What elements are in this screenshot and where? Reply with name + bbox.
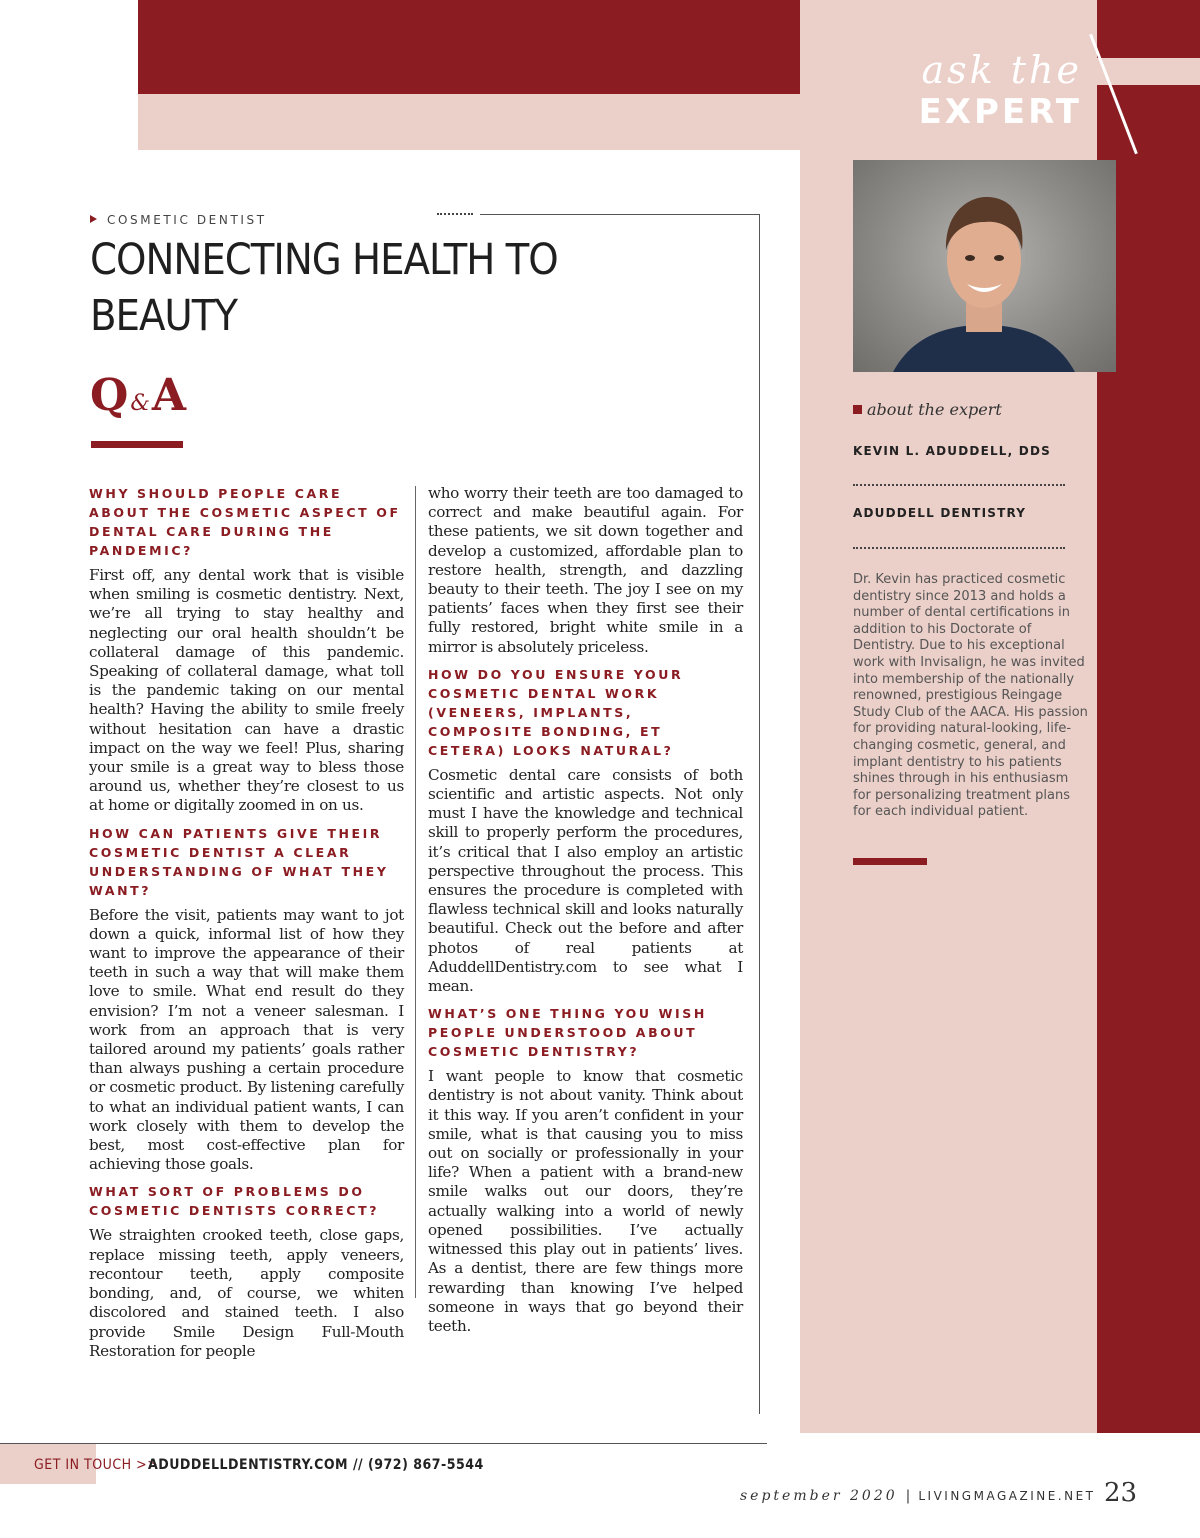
answer-continued: who worry their teeth are too damaged to correct and make beautiful again. For these patients, we sit down together and develop a customized, affordable plan to restore health, strength, and dazzling beauty to their teeth. The joy I see on my patients’ faces when they first see their fully restored, bright white smile in a mirror is absolutely priceless. [428,484,743,656]
kicker-arrow-icon [90,215,97,223]
frame-top-dots [437,213,473,215]
about-label-text: about the expert [867,400,1002,419]
expert-firm: ADUDDELL DENTISTRY [853,506,1027,520]
article-headline: CONNECTING HEALTH TO BEAUTY [90,235,558,341]
answer: First off, any dental work that is visible when smiling is cosmetic dentistry. Next, we’re all trying to stay healthy and neglecting our oral health shouldn’t be collateral damage of this pandemic. Speaking of collateral damage, what toll is the pandemic taking on our mental health? Having the ability to smile freely without hesitation can have a drastic impact on the way we feel! Plus, sharing your smile is a great way to bless those around us, whether they’re closest to us at home or digitally zoomed in on us. [89,566,404,815]
answer: Before the visit, patients may want to jot down a quick, informal list of how they want to improve the appearance of their teeth in such a way that will make them love to smile. What end result do they envision? I’m not a veneer salesman. I work from an approach that is very tailored around my patients’ goals rather than always pushing a certain procedure or cosmetic product. By listening carefully to what an individual patient wants, I can work closely with them to develop the best, most cost-effective plan for achieving those goals. [89,905,404,1174]
qa-amp: & [130,391,150,416]
expert-name: KEVIN L. ADUDDELL, DDS [853,444,1051,458]
article-kicker [90,213,267,227]
frame-right-line [759,214,760,1414]
contact-info[interactable]: ADUDDELLDENTISTRY.COM // (972) 867-5544 [148,1457,484,1473]
answer: Cosmetic dental care consists of both scientific and artistic aspects. Not only must I have the knowledge and technical skill to properly perform the procedures, it’s critical that I also employ an artistic perspective throughout the process. This ensures the procedure is completed with flawless technical skill and looks naturally beautiful. Check out the before and after photos of real patients at AduddellDentistry.com to see what I mean. [428,765,743,996]
right-pink-notch [1097,58,1200,85]
qa-mark [90,370,186,421]
frame-top-line [480,214,760,215]
answer: We straighten crooked teeth, close gaps, replace missing teeth, apply veneers, recontour teeth, apply composite bonding, and, of course, we whiten discolored and stained teeth. I also provide Smile Design Full-Mouth Restoration for people [89,1226,404,1360]
publication-info [740,1488,1096,1504]
answer: I want people to know that cosmetic dentistry is not about vanity. Think about it this way. If you aren’t confident in your smile, what is that causing you to miss out on socially or professionally in your life? When a patient with a brand-new smile walks out our doors, they’re actually walking into a world of newly opened possibilities. I’ve actually witnessed this play out in patients’ lives. As a dentist, there are few things more rewarding than knowing I’ve helped someone in ways that go beyond their teeth. [428,1067,743,1335]
issue-date: september 2020 [740,1488,898,1504]
sidebar-dotted-divider [853,484,1065,486]
column-divider [415,486,416,1298]
article-column-right [428,484,743,1344]
about-the-expert-label [853,400,1002,419]
sidebar-accent-bar [853,858,927,865]
right-red-stripe [1097,0,1200,58]
portrait-illustration [853,160,1116,372]
square-bullet-icon [853,405,862,414]
question: WHY SHOULD PEOPLE CARE ABOUT THE COSMETIC ASPECT OF DENTAL CARE DURING THE PANDEMIC? [89,486,401,558]
question: HOW CAN PATIENTS GIVE THEIR COSMETIC DENTIST A CLEAR UNDERSTANDING OF WHAT THEY WANT? [89,825,389,898]
qa-a: A [151,370,187,421]
footer-separator: | [905,1488,911,1504]
question: HOW DO YOU ENSURE YOUR COSMETIC DENTAL WORK (VENEERS, IMPLANTS, COMPOSITE BONDING, ET CETERA) LOOKS NATURAL? [428,666,684,758]
expert-portrait-photo [853,160,1116,372]
qa-q: Q [90,370,129,421]
question: WHAT SORT OF PROBLEMS DO COSMETIC DENTISTS CORRECT? [89,1184,380,1219]
article-column-left [89,484,404,1369]
kicker-text: COSMETIC DENTIST [107,213,267,227]
qa-underline [91,441,183,448]
expert-bio: Dr. Kevin has practiced cosmetic dentistry since 2013 and holds a number of dental certifications in addition to his Doctorate of Dentistry. Due to his exceptional work with Invisalign, he was invited into membership of the nationally renowned, prestigious Reingage Study Club of the AACA. His passion for providing natural-looking, life-changing cosmetic, general, and implant dentistry to his patients shines through in his enthusiasm for personalizing treatment plans for each individual patient. [853,572,1088,820]
top-red-band [138,0,800,94]
magazine-site-link[interactable]: LIVINGMAGAZINE.NET [918,1489,1096,1503]
sidebar-dotted-divider [853,547,1065,549]
question: WHAT’S ONE THING YOU WISH PEOPLE UNDERSTOOD ABOUT COSMETIC DENTISTRY? [428,1006,707,1060]
footer-rule [0,1443,767,1444]
banner-ask-the: ask the [921,48,1082,92]
get-in-touch-label: GET IN TOUCH >> [34,1457,159,1473]
banner-expert: EXPERT [918,92,1082,132]
top-pink-band [138,94,800,150]
page-number: 23 [1104,1478,1138,1508]
